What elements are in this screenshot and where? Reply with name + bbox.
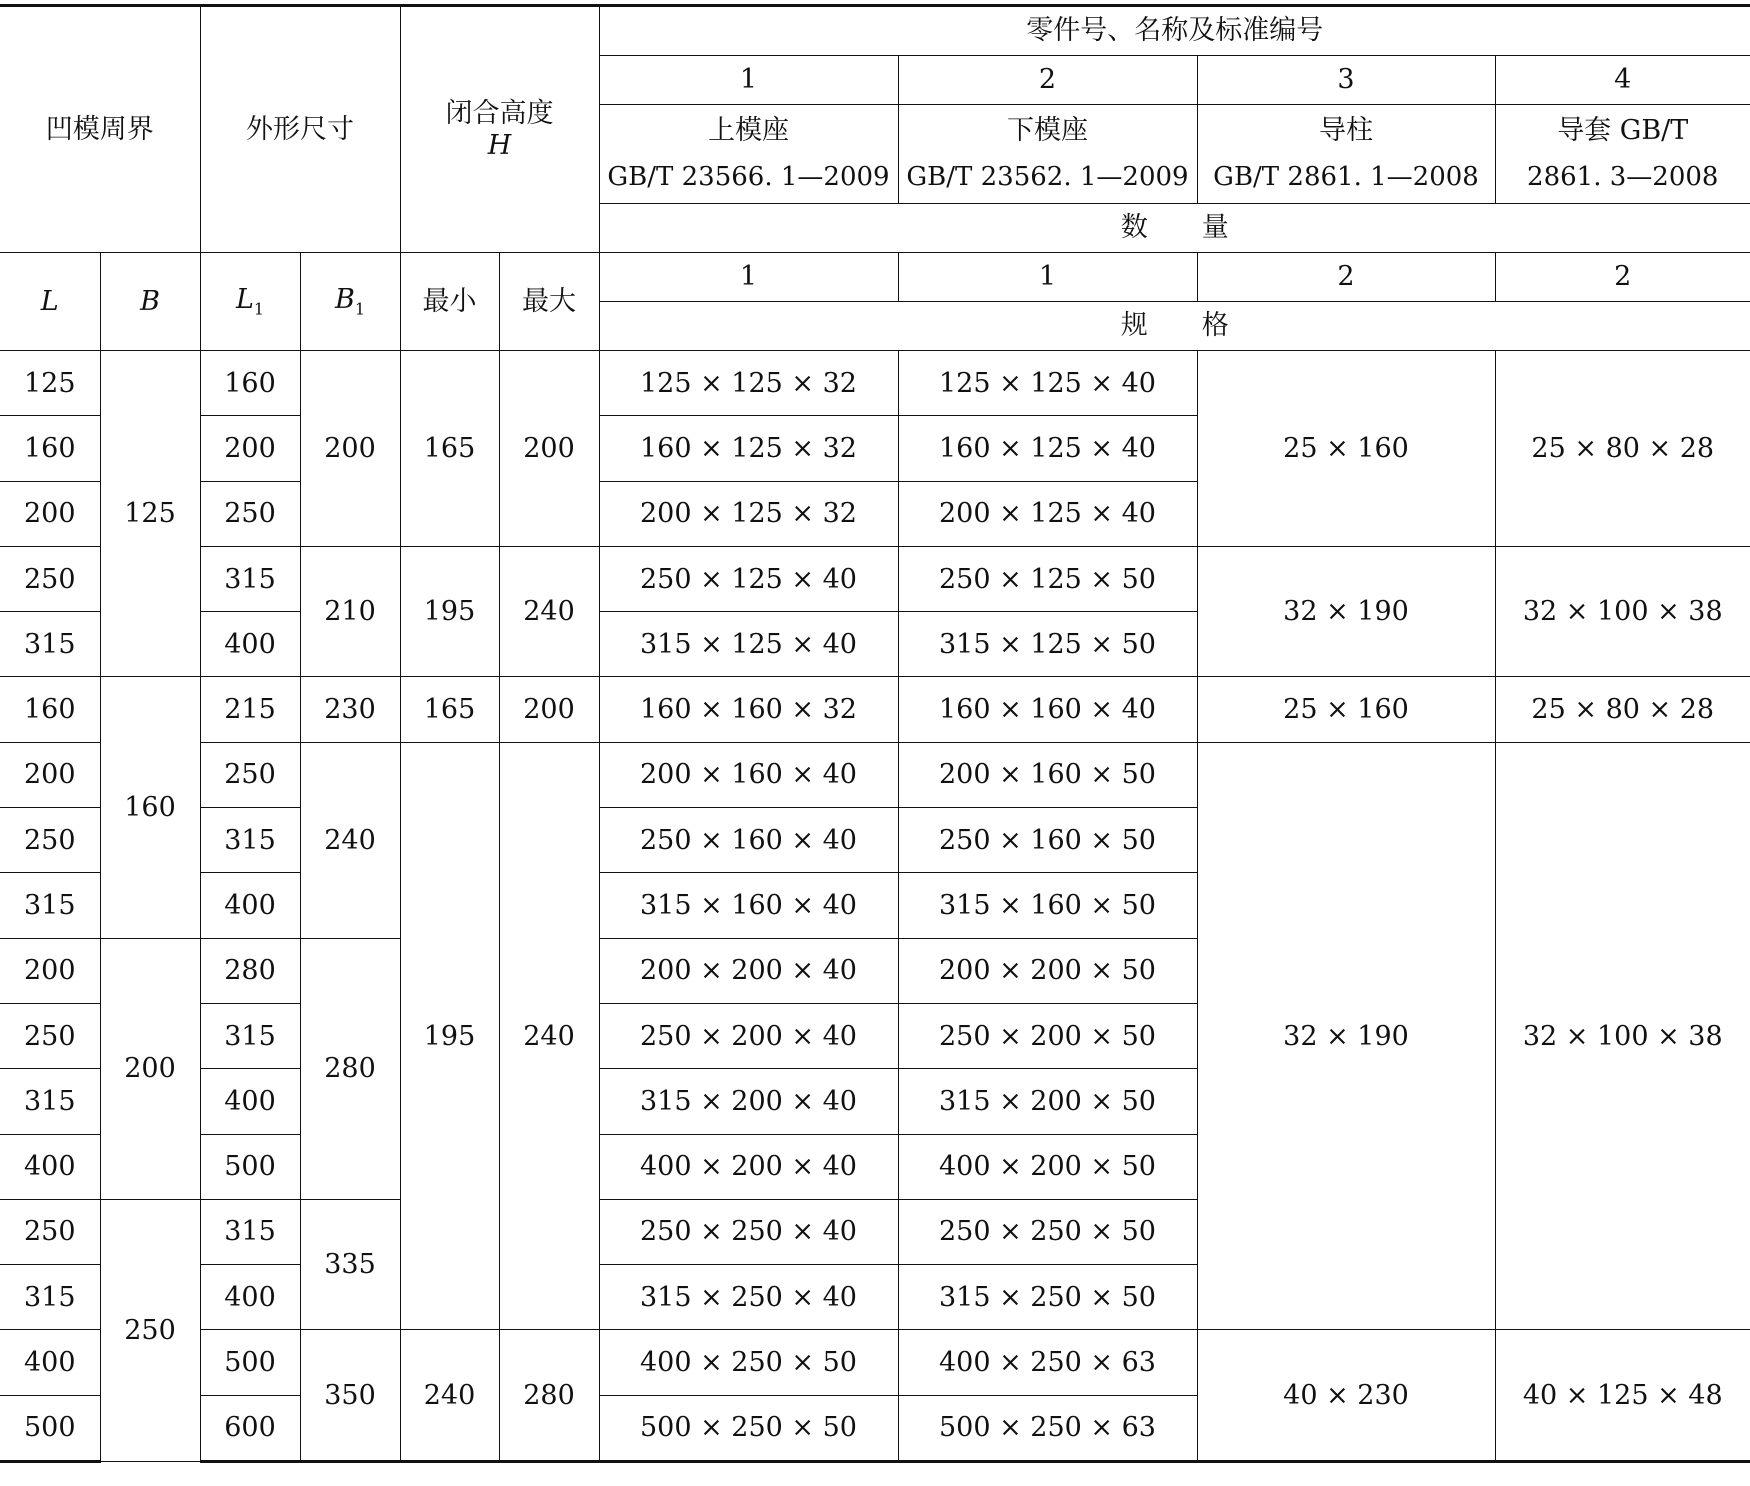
cell-B1: 280: [300, 938, 400, 1199]
cell-L: 400: [0, 1330, 100, 1395]
cell-L: 200: [0, 938, 100, 1003]
qty-2: 1: [898, 253, 1197, 302]
cell-upper-die-base: 500 × 250 × 50: [599, 1395, 898, 1461]
cell-guide-post: 25 × 160: [1197, 677, 1495, 742]
cell-L: 500: [0, 1395, 100, 1461]
cell-B1: 200: [300, 351, 400, 547]
header-part-group: 零件号、名称及标准编号: [599, 6, 1750, 56]
header-min: 最小: [400, 253, 499, 351]
cell-guide-sleeve: 40 × 125 × 48: [1495, 1330, 1750, 1462]
cell-lower-die-base: 125 × 125 × 40: [898, 351, 1197, 416]
cell-B: 125: [100, 351, 200, 677]
cell-lower-die-base: 160 × 125 × 40: [898, 416, 1197, 481]
part-name-4: 导套 GB/T 2861. 3—2008: [1495, 105, 1750, 204]
cell-Hmin: 195: [400, 742, 499, 1330]
part-name-3: 导柱 GB/T 2861. 1—2008: [1197, 105, 1495, 204]
cell-L: 250: [0, 1003, 100, 1068]
cell-L1: 400: [200, 1069, 300, 1134]
cell-L1: 280: [200, 938, 300, 1003]
cell-upper-die-base: 200 × 160 × 40: [599, 742, 898, 807]
cell-B1: 230: [300, 677, 400, 742]
cell-upper-die-base: 200 × 125 × 32: [599, 481, 898, 546]
cell-upper-die-base: 315 × 160 × 40: [599, 873, 898, 938]
cell-L1: 315: [200, 1199, 300, 1264]
cell-B1: 350: [300, 1330, 400, 1462]
cell-L: 200: [0, 481, 100, 546]
cell-lower-die-base: 160 × 160 × 40: [898, 677, 1197, 742]
cell-L1: 600: [200, 1395, 300, 1461]
part-name-1: 上模座 GB/T 23566. 1—2009: [599, 105, 898, 204]
part-no-2: 2: [898, 56, 1197, 105]
cell-upper-die-base: 200 × 200 × 40: [599, 938, 898, 1003]
cell-L1: 315: [200, 808, 300, 873]
cell-guide-sleeve: 25 × 80 × 28: [1495, 677, 1750, 742]
part-no-4: 4: [1495, 56, 1750, 105]
cell-lower-die-base: 250 × 160 × 50: [898, 808, 1197, 873]
header-closed-height: [400, 6, 599, 253]
header-die-perimeter: 凹模周界: [0, 6, 200, 253]
header-outline-size: 外形尺寸: [200, 6, 400, 253]
cell-L: 160: [0, 416, 100, 481]
header-quantity: 数 量: [599, 204, 1750, 253]
table-row: [0, 677, 1750, 742]
cell-Hmin: 195: [400, 546, 499, 677]
cell-Hmax: 200: [499, 677, 599, 742]
cell-L: 315: [0, 612, 100, 677]
table-row: [0, 742, 1750, 807]
cell-upper-die-base: 125 × 125 × 32: [599, 351, 898, 416]
qty-4: 2: [1495, 253, 1750, 302]
cell-L1: 315: [200, 546, 300, 611]
cell-Hmax: 240: [499, 742, 599, 1330]
part-name-2: 下模座 GB/T 23562. 1—2009: [898, 105, 1197, 204]
cell-lower-die-base: 250 × 200 × 50: [898, 1003, 1197, 1068]
cell-guide-post: 32 × 190: [1197, 742, 1495, 1330]
cell-lower-die-base: 250 × 250 × 50: [898, 1199, 1197, 1264]
cell-upper-die-base: 315 × 125 × 40: [599, 612, 898, 677]
cell-guide-post: 32 × 190: [1197, 546, 1495, 677]
cell-B1: 210: [300, 546, 400, 677]
cell-upper-die-base: 250 × 160 × 40: [599, 808, 898, 873]
header-B: B: [100, 253, 200, 351]
cell-lower-die-base: 315 × 250 × 50: [898, 1265, 1197, 1330]
closed-height-symbol: H: [487, 129, 512, 161]
part-no-1: 1: [599, 56, 898, 105]
cell-lower-die-base: 315 × 200 × 50: [898, 1069, 1197, 1134]
closed-height-title: 闭合高度: [445, 98, 554, 130]
cell-lower-die-base: 400 × 250 × 63: [898, 1330, 1197, 1395]
cell-upper-die-base: 400 × 200 × 40: [599, 1134, 898, 1199]
cell-guide-post: 25 × 160: [1197, 351, 1495, 547]
cell-Hmin: 165: [400, 677, 499, 742]
cell-L1: 250: [200, 481, 300, 546]
qty-3: 2: [1197, 253, 1495, 302]
cell-L1: 200: [200, 416, 300, 481]
table-row: [0, 351, 1750, 416]
part-no-3: 3: [1197, 56, 1495, 105]
cell-upper-die-base: 250 × 125 × 40: [599, 546, 898, 611]
header-max: 最大: [499, 253, 599, 351]
cell-lower-die-base: 200 × 125 × 40: [898, 481, 1197, 546]
cell-Hmax: 200: [499, 351, 599, 547]
cell-lower-die-base: 315 × 160 × 50: [898, 873, 1197, 938]
cell-B1: 240: [300, 742, 400, 938]
cell-B: 250: [100, 1199, 200, 1461]
die-set-spec-table: [0, 4, 1750, 1463]
cell-Hmin: 240: [400, 1330, 499, 1462]
cell-L: 200: [0, 742, 100, 807]
cell-B1: 335: [300, 1199, 400, 1330]
cell-Hmax: 240: [499, 546, 599, 677]
cell-B: 200: [100, 938, 200, 1199]
cell-L1: 250: [200, 742, 300, 807]
cell-lower-die-base: 200 × 160 × 50: [898, 742, 1197, 807]
cell-L1: 400: [200, 1265, 300, 1330]
cell-L: 250: [0, 546, 100, 611]
cell-upper-die-base: 250 × 250 × 40: [599, 1199, 898, 1264]
cell-upper-die-base: 315 × 250 × 40: [599, 1265, 898, 1330]
cell-L: 250: [0, 808, 100, 873]
header-spec: 规 格: [599, 302, 1750, 351]
cell-L1: 500: [200, 1330, 300, 1395]
cell-B: 160: [100, 677, 200, 938]
table-row: [0, 1330, 1750, 1395]
header-L: L: [0, 253, 100, 351]
header-L1: $L_1$: [200, 253, 300, 351]
table-row: [0, 546, 1750, 611]
cell-L: 315: [0, 873, 100, 938]
cell-lower-die-base: 500 × 250 × 63: [898, 1395, 1197, 1461]
qty-1: 1: [599, 253, 898, 302]
cell-L1: 315: [200, 1003, 300, 1068]
cell-lower-die-base: 250 × 125 × 50: [898, 546, 1197, 611]
cell-lower-die-base: 400 × 200 × 50: [898, 1134, 1197, 1199]
cell-upper-die-base: 400 × 250 × 50: [599, 1330, 898, 1395]
cell-guide-post: 40 × 230: [1197, 1330, 1495, 1462]
cell-guide-sleeve: 25 × 80 × 28: [1495, 351, 1750, 547]
cell-Hmin: 165: [400, 351, 499, 547]
cell-upper-die-base: 160 × 125 × 32: [599, 416, 898, 481]
cell-upper-die-base: 160 × 160 × 32: [599, 677, 898, 742]
cell-L: 315: [0, 1069, 100, 1134]
header-B1: $B_1$: [300, 253, 400, 351]
cell-L: 400: [0, 1134, 100, 1199]
cell-Hmax: 280: [499, 1330, 599, 1462]
cell-L1: 400: [200, 873, 300, 938]
cell-upper-die-base: 315 × 200 × 40: [599, 1069, 898, 1134]
cell-L: 160: [0, 677, 100, 742]
cell-lower-die-base: 200 × 200 × 50: [898, 938, 1197, 1003]
cell-guide-sleeve: 32 × 100 × 38: [1495, 546, 1750, 677]
cell-L: 125: [0, 351, 100, 416]
cell-L: 250: [0, 1199, 100, 1264]
cell-L1: 400: [200, 612, 300, 677]
cell-L: 315: [0, 1265, 100, 1330]
cell-guide-sleeve: 32 × 100 × 38: [1495, 742, 1750, 1330]
cell-L1: 215: [200, 677, 300, 742]
cell-lower-die-base: 315 × 125 × 50: [898, 612, 1197, 677]
cell-L1: 160: [200, 351, 300, 416]
cell-L1: 500: [200, 1134, 300, 1199]
cell-upper-die-base: 250 × 200 × 40: [599, 1003, 898, 1068]
